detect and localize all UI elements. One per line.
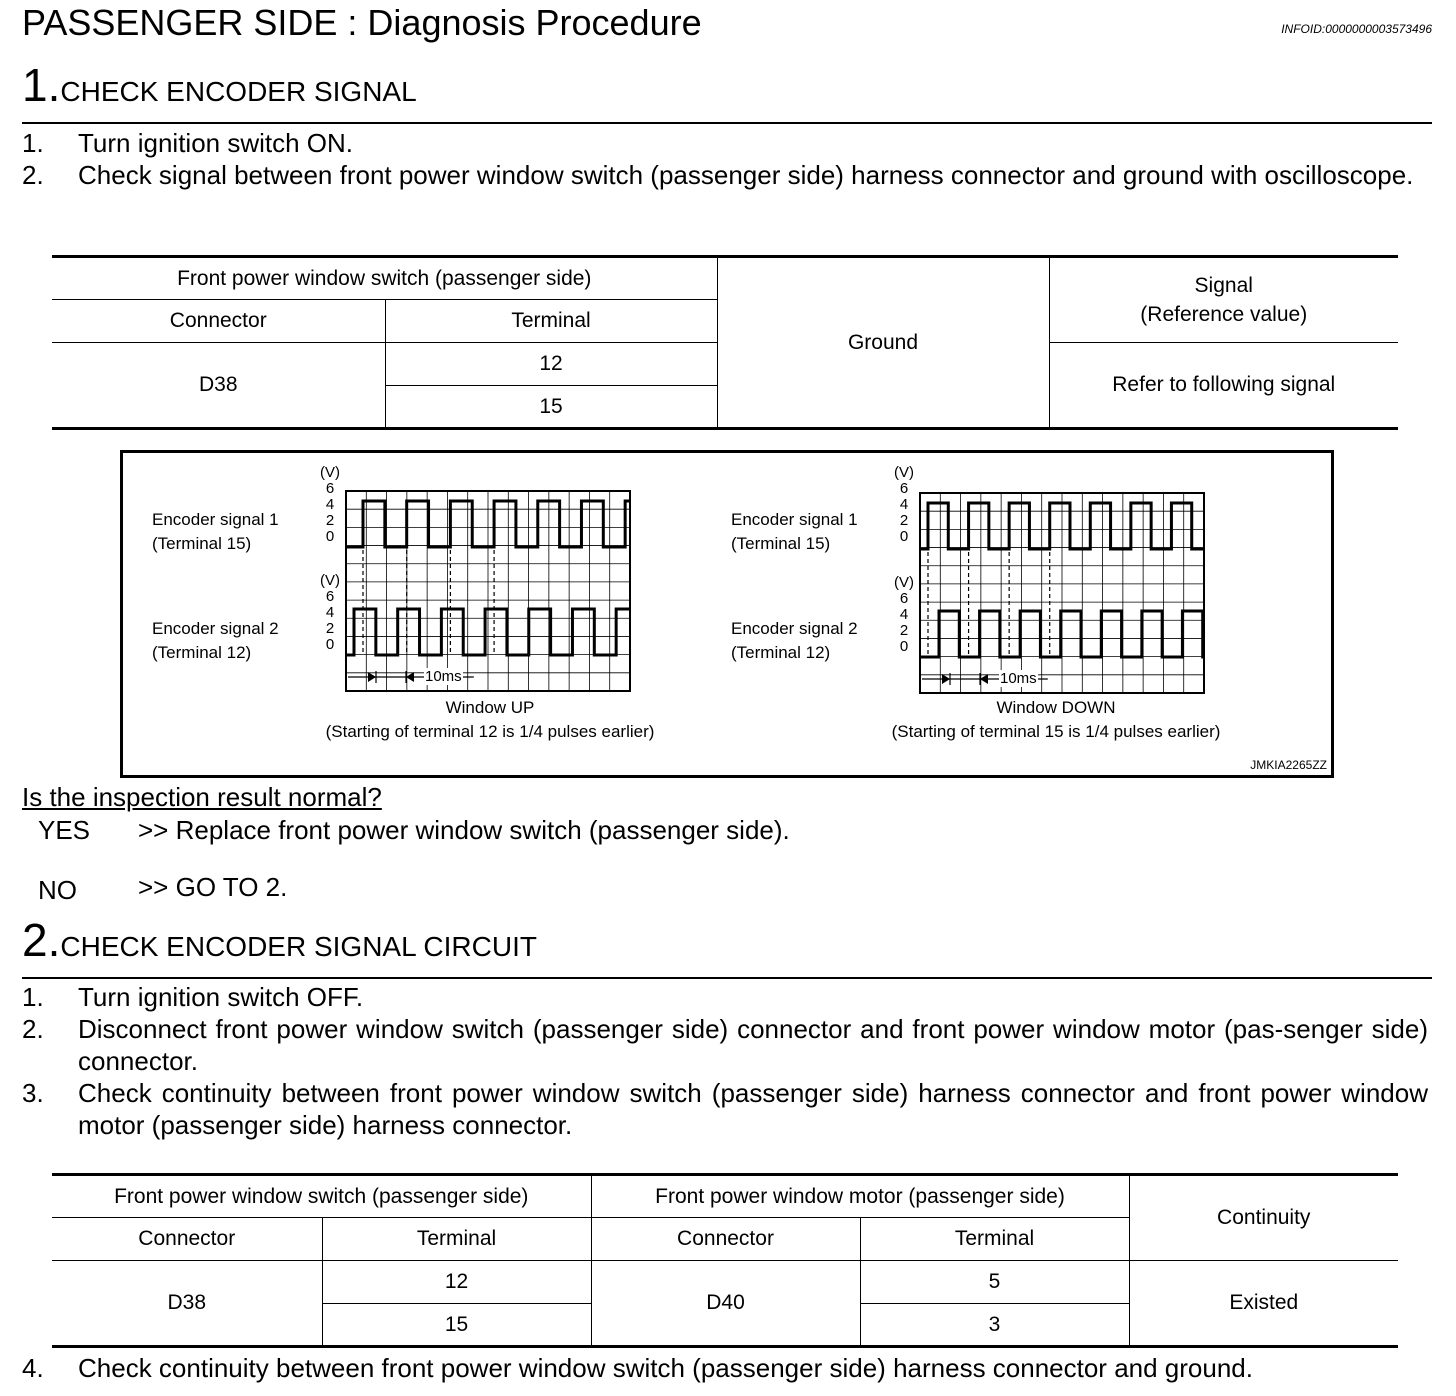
tick-label: 4 xyxy=(899,606,909,623)
tick-label: 2 xyxy=(325,512,335,529)
encoder-signal-1-label: Encoder signal 1 (Terminal 15) xyxy=(152,510,279,553)
motor-group-header: Front power window motor (passenger side) xyxy=(591,1175,1129,1218)
encoder-signal-2-label: Encoder signal 2 (Terminal 12) xyxy=(152,619,279,662)
terminal-header: Terminal xyxy=(322,1218,591,1261)
section-2-steps xyxy=(22,981,1428,1141)
tick-label: 0 xyxy=(899,528,909,545)
tick-label: 0 xyxy=(325,636,335,653)
connector-header: Connector xyxy=(52,300,385,343)
step-item xyxy=(22,981,1428,1013)
tick-label: 0 xyxy=(325,528,335,545)
tick-label: 2 xyxy=(899,622,909,639)
switch-terminal-cell: 12 xyxy=(322,1261,591,1304)
period-label: 10ms xyxy=(425,668,462,685)
caption-title: Window UP xyxy=(445,698,535,717)
section-2-step-4 xyxy=(22,1352,1428,1384)
step-text: Turn ignition switch ON. xyxy=(78,128,354,158)
switch-terminal-cell: 15 xyxy=(322,1304,591,1347)
inspection-question: Is the inspection result normal? xyxy=(22,782,382,812)
step-text: Check continuity between front power window switch (passenger side) harness connector and ground. xyxy=(78,1353,1253,1383)
terminal-cell: 12 xyxy=(385,343,717,386)
connector-cell: D38 xyxy=(52,343,385,429)
tick-label: 6 xyxy=(325,480,335,497)
encoder-signal-2-label: Encoder signal 2 (Terminal 12) xyxy=(731,619,858,662)
switch-group-header: Front power window switch (passenger side) xyxy=(52,1175,591,1218)
oscilloscope-figure xyxy=(120,450,1334,778)
caption-note: (Starting of terminal 15 is 1/4 pulses earlier) xyxy=(891,722,1221,741)
section-1-title: CHECK ENCODER SIGNAL xyxy=(60,76,417,107)
step-item xyxy=(22,159,1428,191)
step-number: 2. xyxy=(22,160,44,190)
table-group-header: Front power window switch (passenger side) xyxy=(52,257,717,300)
tick-label: 2 xyxy=(325,620,335,637)
step-number: 2. xyxy=(22,1014,44,1044)
motor-terminal-cell: 5 xyxy=(860,1261,1129,1304)
section-2-rule xyxy=(22,977,1432,979)
step-number: 4. xyxy=(22,1353,44,1383)
tick-label: 4 xyxy=(899,496,909,513)
continuity-table xyxy=(52,1173,1398,1348)
axis-unit: (V) xyxy=(320,464,340,481)
section-2-number: 2. xyxy=(22,914,61,966)
step-text: Check signal between front power window switch (passenger side) harness connector and ground with oscilloscope. xyxy=(78,160,1414,190)
section-1-rule xyxy=(22,122,1432,124)
page-title: PASSENGER SIDE : Diagnosis Procedure xyxy=(22,2,702,43)
step-number: 3. xyxy=(22,1078,44,1108)
section-1-number: 1. xyxy=(22,59,61,111)
axis-unit: (V) xyxy=(320,572,340,589)
motor-terminal-cell: 3 xyxy=(860,1304,1129,1347)
axis-unit: (V) xyxy=(894,574,914,591)
step-item xyxy=(22,127,1428,159)
continuity-cell: Existed xyxy=(1129,1261,1398,1347)
connector-header: Connector xyxy=(591,1218,860,1261)
section-1-heading xyxy=(22,59,417,111)
encoder-signal-1-label: Encoder signal 1 (Terminal 15) xyxy=(731,510,858,553)
connector-header: Connector xyxy=(52,1218,322,1261)
terminal-header: Terminal xyxy=(385,300,717,343)
signal-value-cell: Refer to following signal xyxy=(1049,343,1398,429)
step-text: Turn ignition switch OFF. xyxy=(78,982,364,1012)
terminal-header: Terminal xyxy=(860,1218,1129,1261)
caption-window-up xyxy=(290,696,690,744)
answer-no-action: >> GO TO 2. xyxy=(138,872,288,902)
ground-header: Ground xyxy=(717,257,1049,429)
step-number: 1. xyxy=(22,128,44,158)
tick-label: 4 xyxy=(325,496,335,513)
step-item xyxy=(22,1013,1428,1077)
tick-label: 2 xyxy=(899,512,909,529)
step-item xyxy=(22,1077,1428,1141)
info-id: INFOID:0000000003573496 xyxy=(1281,22,1432,36)
tick-label: 6 xyxy=(325,588,335,605)
tick-label: 0 xyxy=(899,638,909,655)
window-up-plot xyxy=(346,491,630,691)
tick-label: 4 xyxy=(325,604,335,621)
window-down-plot xyxy=(920,493,1204,693)
terminal-cell: 15 xyxy=(385,386,717,429)
switch-connector-cell: D38 xyxy=(52,1261,322,1347)
caption-window-down xyxy=(856,696,1256,744)
signal-header: Signal (Reference value) xyxy=(1049,257,1398,343)
step-text: Disconnect front power window switch (passenger side) connector and front power window motor (pas-senger side) connector. xyxy=(78,1014,1428,1076)
section-1-steps xyxy=(22,127,1428,191)
step-text: Check continuity between front power window switch (passenger side) harness connector and front power window motor (passenger side) harness connector. xyxy=(78,1078,1428,1140)
axis-unit: (V) xyxy=(894,464,914,481)
answer-yes-action: >> Replace front power window switch (passenger side). xyxy=(138,815,790,845)
tick-label: 6 xyxy=(899,480,909,497)
signal-table xyxy=(52,255,1398,430)
section-2-heading xyxy=(22,914,537,966)
step-item xyxy=(22,1352,1428,1384)
section-2-title: CHECK ENCODER SIGNAL CIRCUIT xyxy=(60,931,537,962)
answer-no-key: NO xyxy=(38,875,77,905)
motor-connector-cell: D40 xyxy=(591,1261,860,1347)
caption-title: Window DOWN xyxy=(996,698,1116,717)
figure-id: JMKIA2265ZZ xyxy=(1250,758,1327,772)
caption-note: (Starting of terminal 12 is 1/4 pulses earlier) xyxy=(325,722,655,741)
period-label: 10ms xyxy=(1000,670,1037,687)
answer-yes-key: YES xyxy=(38,815,91,845)
step-number: 1. xyxy=(22,982,44,1012)
continuity-header: Continuity xyxy=(1129,1175,1398,1261)
tick-label: 6 xyxy=(899,590,909,607)
